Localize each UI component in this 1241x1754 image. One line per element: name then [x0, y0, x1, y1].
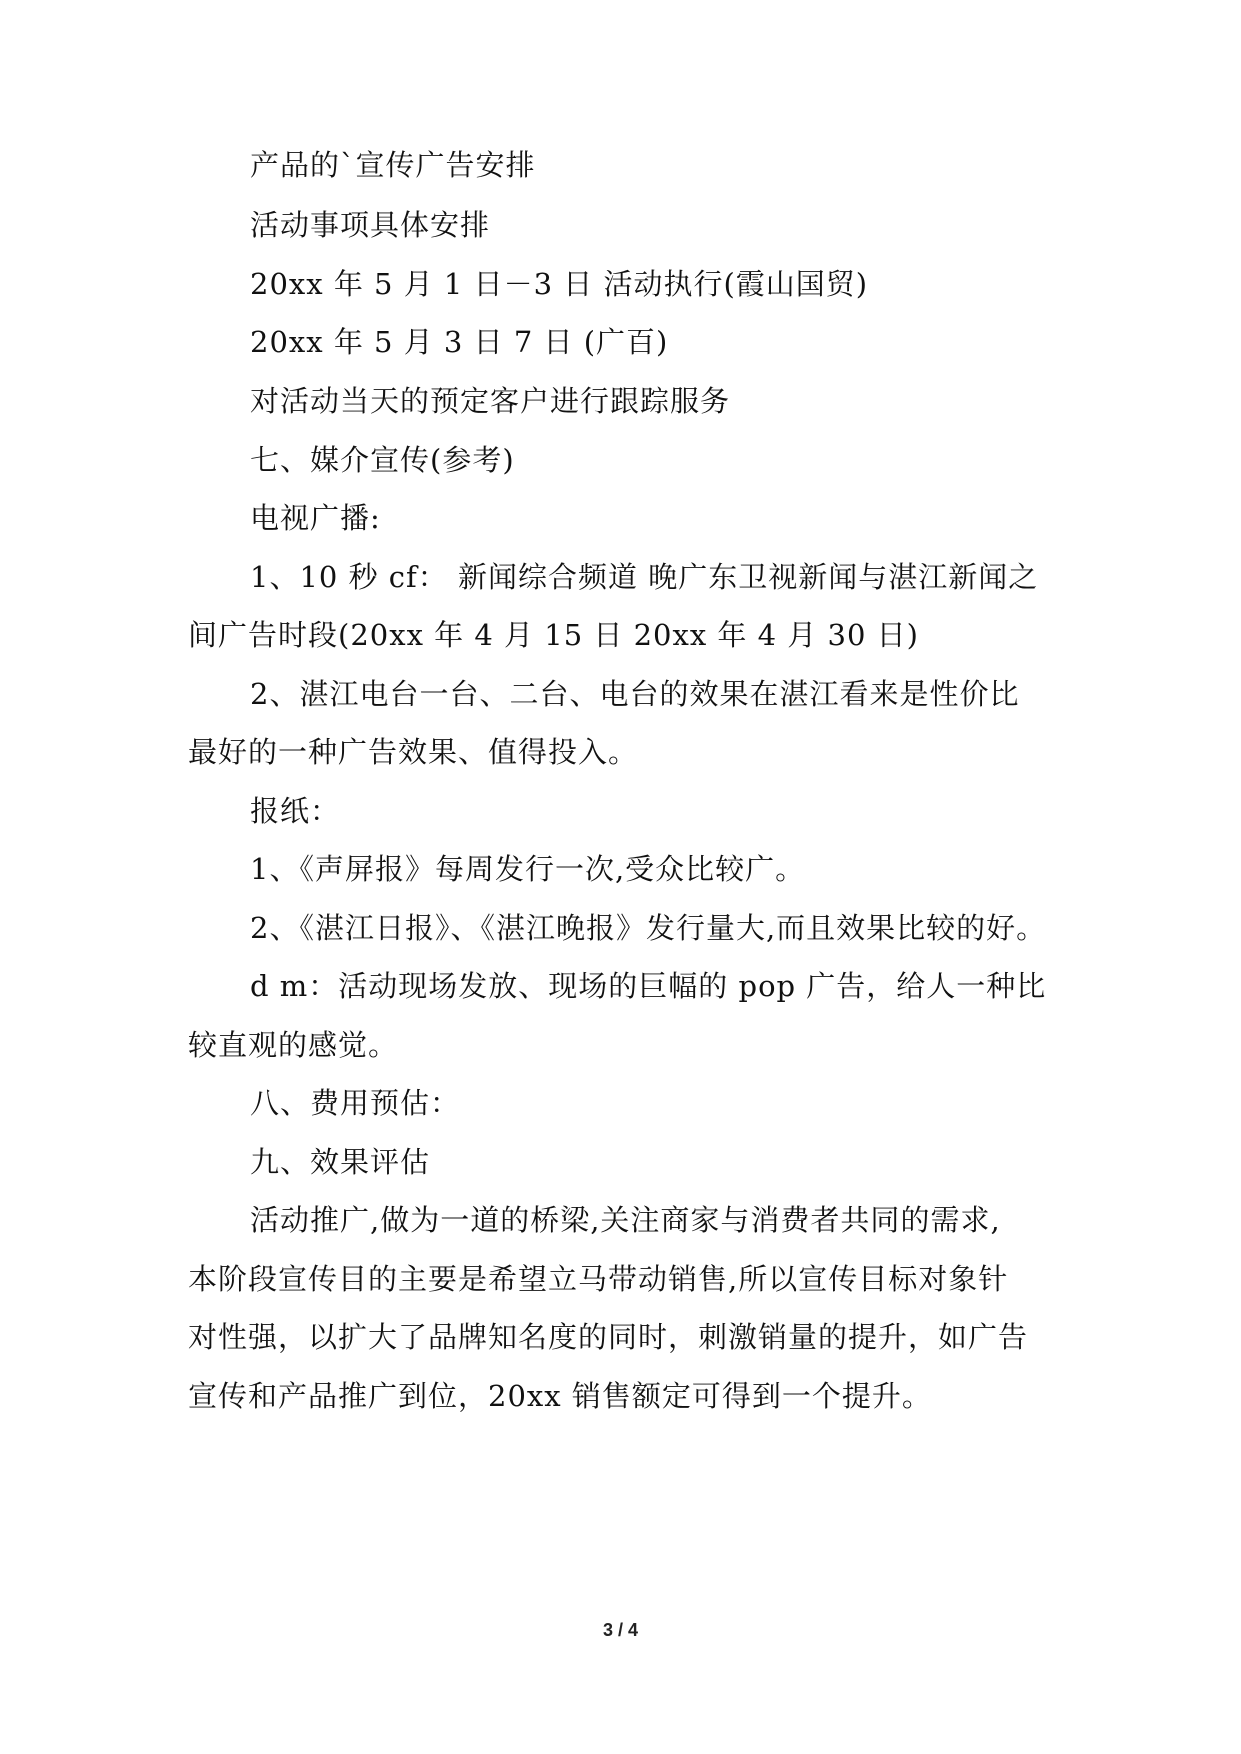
text-line: 本阶段宣传目的主要是希望立马带动销售,所以宣传目标对象针 — [188, 1262, 1009, 1296]
subheading: 报纸： — [250, 794, 341, 828]
text-line: 对活动当天的预定客户进行跟踪服务 — [250, 384, 731, 418]
text-line: 20xx 年 5 月 3 日 7 日 (广百) — [250, 325, 669, 359]
text-line: 活动推广,做为一道的桥梁,关注商家与消费者共同的需求, — [250, 1203, 1001, 1237]
text-line: 20xx 年 5 月 1 日－3 日 活动执行(霞山国贸) — [250, 267, 869, 301]
list-item: 2、湛江电台一台、二台、电台的效果在湛江看来是性价比 — [250, 677, 1020, 711]
section-heading: 九、效果评估 — [250, 1145, 431, 1179]
list-item: 1、《声屏报》每周发行一次,受众比较广。 — [250, 852, 806, 886]
text-line: 宣传和产品推广到位，20xx 销售额定可得到一个提升。 — [188, 1379, 932, 1413]
text-line: 产品的`宣传广告安排 — [250, 148, 536, 182]
list-item: 1、10 秒 cf： 新闻综合频道 晚广东卫视新闻与湛江新闻之 — [250, 560, 1039, 594]
section-heading: 八、费用预估： — [250, 1086, 461, 1120]
list-item: 2、《湛江日报》、《湛江晚报》发行量大,而且效果比较的好。 — [250, 911, 1047, 945]
text-line: 对性强，以扩大了品牌知名度的同时，刺激销量的提升，如广告 — [188, 1320, 1029, 1354]
page-number: 3 / 4 — [602, 1620, 639, 1640]
text-line: 间广告时段(20xx 年 4 月 15 日 20xx 年 4 月 30 日) — [188, 618, 919, 652]
section-heading: 七、媒介宣传(参考) — [250, 443, 515, 477]
text-line: d m：活动现场发放、现场的巨幅的 pop 广告，给人一种比 — [250, 969, 1047, 1003]
text-line: 活动事项具体安排 — [250, 208, 491, 242]
subheading: 电视广播: — [250, 501, 381, 535]
text-line: 较直观的感觉。 — [188, 1028, 399, 1062]
text-line: 最好的一种广告效果、值得投入。 — [188, 735, 639, 769]
